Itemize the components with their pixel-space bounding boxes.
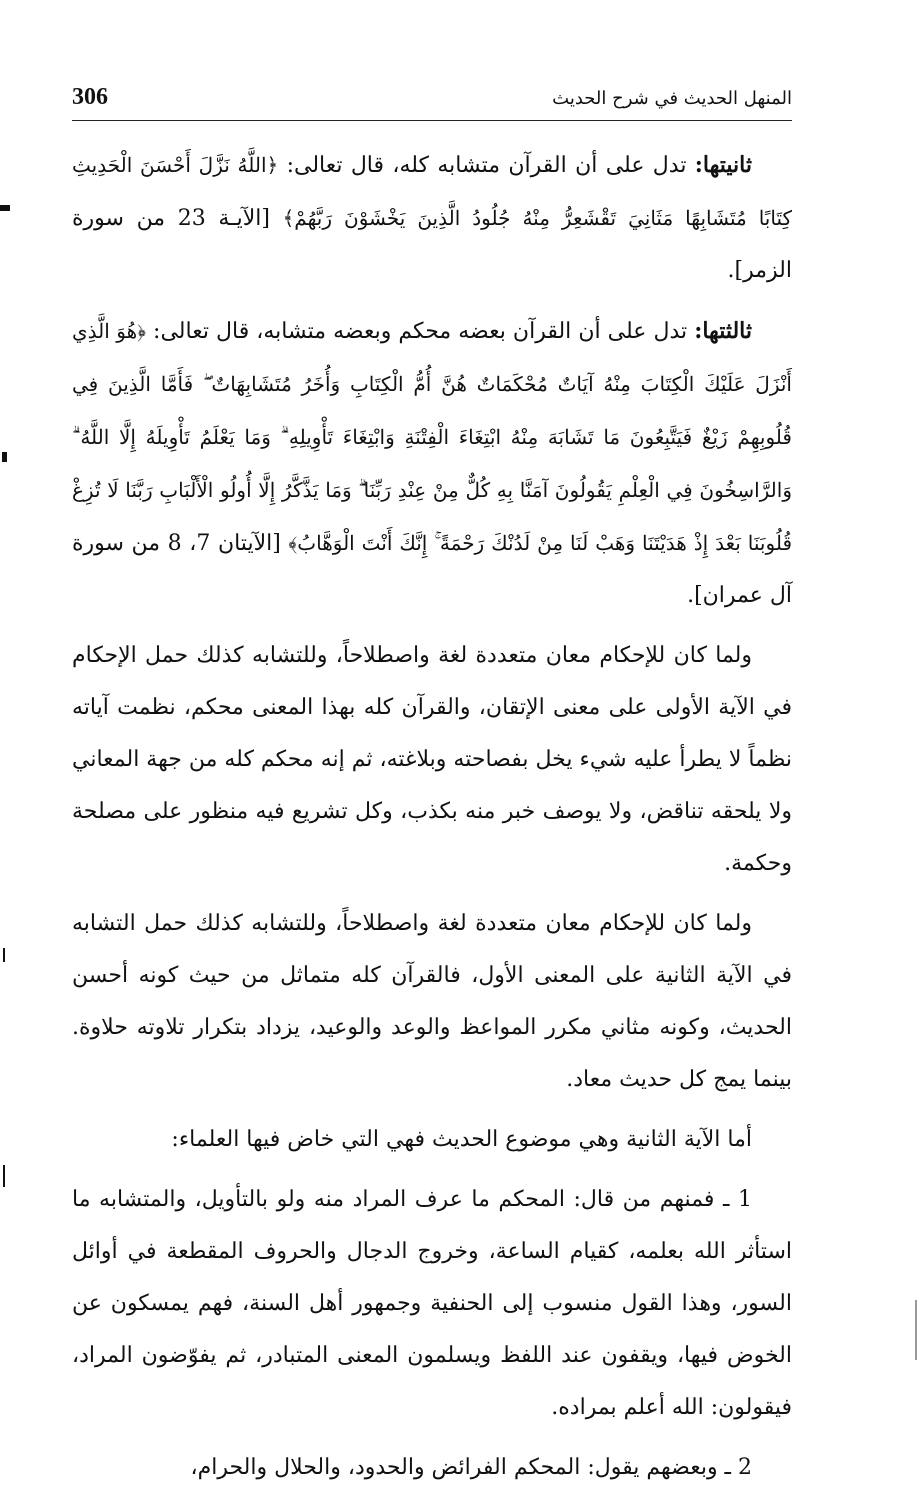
scan-edge-mark xyxy=(915,1300,917,1360)
running-title: المنهل الحديث في شرح الحديث xyxy=(552,88,792,109)
paragraph: ولما كان للإحكام معان متعددة لغة واصطلاحاً، وللتشابه كذلك حمل التشابه في الآية الثانية على المعنى الأول، فالقرآن كله متماثل من حيث كونه أحسن الحديث، وكونه مثاني مكرر المواعظ والوعد والوعيد، يزداد بتكرار تلاوته حلاوة. بينما يمج كل حديث معاد. xyxy=(72,911,792,1092)
paragraph-second-verse xyxy=(72,139,792,297)
paragraph: ولما كان للإحكام معان متعددة لغة واصطلاحاً، وللتشابه كذلك حمل الإحكام في الآية الأولى على معنى الإتقان، والقرآن كله بهذا المعنى محكم، نظمت آياته نظماً لا يطرأ عليه شيء يخل بفصاحته وبلاغته، ثم إنه محكم كله من جهة المعاني ولا يلحقه تناقض، ولا يوصف خبر منه بكذب، وكل تشريع فيه منظور على مصلحة وحكمة. xyxy=(72,643,792,876)
scan-edge-mark xyxy=(3,1165,5,1187)
body-text xyxy=(72,139,792,1494)
paragraph-text: تدل على أن القرآن متشابه كله، قال تعالى: xyxy=(278,153,695,178)
paragraph-lead: ثانيتها: xyxy=(694,152,752,178)
page-header xyxy=(72,78,792,121)
page-number: 306 xyxy=(72,84,108,110)
scan-edge-mark xyxy=(0,205,10,211)
quran-verse: ﴿هُوَ الَّذِي أَنْزَلَ عَلَيْكَ الْكِتَابَ مِنْهُ آيَاتٌ مُحْكَمَاتٌ هُنَّ أُمُّ الْكِتَابِ وَأُخَرُ مُتَشَابِهَاتٌ ۖ فَأَمَّا الَّذِينَ فِي قُلُوبِهِمْ زَيْغٌ فَيَتَّبِعُونَ مَا تَشَابَهَ مِنْهُ ابْتِغَاءَ الْفِتْنَةِ وَابْتِغَاءَ تَأْوِيلِهِ ۗ وَمَا يَعْلَمُ تَأْوِيلَهُ إِلَّا اللَّهُ ۗ وَالرَّاسِخُونَ فِي الْعِلْمِ يَقُولُونَ آمَنَّا بِهِ كُلٌّ مِنْ عِنْدِ رَبِّنَا ۗ وَمَا يَذَّكَّرُ إِلَّا أُولُو الْأَلْبَابِ رَبَّنَا لَا تُزِغْ قُلُوبَنَا بَعْدَ إِذْ هَدَيْتَنَا وَهَبْ لَنَا مِنْ لَدُنْكَ رَحْمَةً ۚ إِنَّكَ أَنْتَ الْوَهَّابُ﴾ xyxy=(72,319,793,555)
verse-reference: [الآيـة 23 من سورة الزمر]. xyxy=(72,206,792,283)
paragraph-text: تدل على أن القرآن بعضه محكم وبعضه متشابه، قال تعالى: xyxy=(145,319,695,344)
paragraph-list-item-2: 2 ـ وبعضهم يقول: المحكم الفرائض والحدود، والحلال والحرام، xyxy=(190,1455,752,1480)
paragraph-third-verse xyxy=(72,305,792,622)
verse-reference: [الآيتان 7، 8 من سورة آل عمران]. xyxy=(72,531,792,608)
scan-edge-mark xyxy=(2,452,7,462)
scan-edge-mark xyxy=(3,948,5,962)
paragraph-list-item-1: 1 ـ فمنهم من قال: المحكم ما عرف المراد منه ولو بالتأويل، والمتشابه ما استأثر الله بعلمه، كقيام الساعة، وخروج الدجال والحروف المقطعة في أوائل السور، وهذا القول منسوب إلى الحنفية وجمهور أهل السنة، فهم يمسكون عن الخوض فيها، ويقفون عند اللفظ ويسلمون المعنى المتبادر، ثم يفوّضون المراد، فيقولون: الله أعلم بمراده. xyxy=(72,1187,792,1420)
paragraph-lead: ثالثتها: xyxy=(694,318,753,344)
quran-verse: ﴿اللَّهُ نَزَّلَ أَحْسَنَ الْحَدِيثِ كِتَابًا مُتَشَابِهًا مَثَانِيَ تَقْشَعِرُّ مِنْهُ جُلُودُ الَّذِينَ يَخْشَوْنَ رَبَّهُمْ﴾ xyxy=(72,153,793,230)
paragraph: أما الآية الثانية وهي موضوع الحديث فهي التي خاض فيها العلماء: xyxy=(171,1127,752,1152)
book-page xyxy=(72,78,792,1502)
